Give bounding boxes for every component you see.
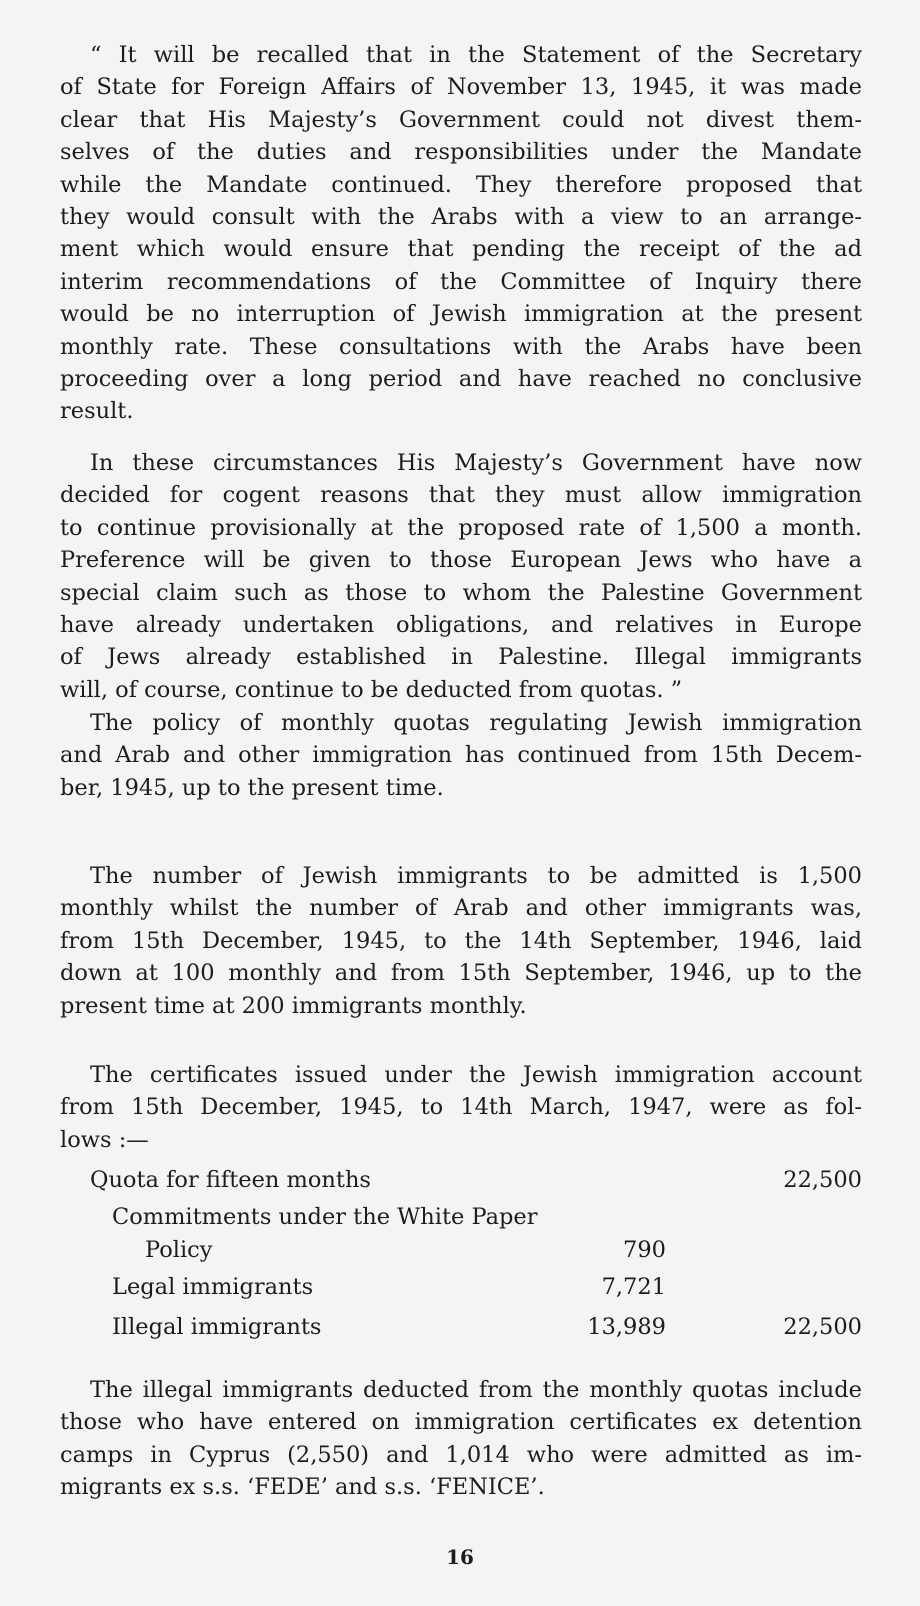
text-line: The illegal immigrants deducted from the monthly quotas include [90, 1377, 862, 1403]
row-label: Policy [145, 1237, 213, 1263]
paragraph-illegal-immigrants [60, 1374, 862, 1504]
text-line: of Jews already established in Palestine. Illegal immigrants [60, 644, 862, 671]
row-label: Illegal immigrants [112, 1314, 322, 1340]
row-value: 7,721 [601, 1274, 666, 1300]
text-line: clear that His Majesty’s Government could not divest them- [60, 106, 862, 133]
text-line: lows :— [60, 1126, 149, 1153]
text-line: The policy of monthly quotas regulating Jewish immigration [90, 710, 862, 736]
text-line: proceeding over a long period and have reached no conclusive [60, 365, 862, 392]
text-line: selves of the duties and responsibilities under the Mandate [60, 139, 862, 166]
row-value: 13,989 [587, 1314, 666, 1340]
text-line: decided for cogent reasons that they must allow immigration [60, 482, 862, 509]
text-line: will, of course, continue to be deducted from quotas. ” [60, 676, 683, 703]
text-line: those who have entered on immigration certificates ex detention [60, 1409, 862, 1436]
paragraph-quoted-statement [60, 39, 862, 428]
text-line: down at 100 monthly and from 15th September, 1946, up to the [60, 960, 862, 987]
text-line: interim recommendations of the Committee of Inquiry there [60, 268, 862, 295]
table-row [60, 1163, 862, 1197]
row-label: Quota for fifteen months [90, 1167, 371, 1193]
row-label: Legal immigrants [112, 1274, 314, 1300]
text-line: while the Mandate continued. They therefore proposed that [60, 171, 862, 198]
text-line: to continue provisionally at the proposed rate of 1,500 a month. [60, 514, 862, 541]
paragraph-certificates [60, 1059, 862, 1156]
text-line: result. [60, 398, 134, 425]
text-line: camps in Cyprus (2,550) and 1,014 who were admitted as im- [60, 1441, 862, 1468]
text-line: monthly rate. These consultations with the Arabs have been [60, 333, 862, 360]
text-line: The number of Jewish immigrants to be admitted is 1,500 [90, 863, 862, 889]
paragraph-number-admitted [60, 860, 862, 1022]
text-line: monthly whilst the number of Arab and other immigrants was, [60, 895, 862, 922]
table-row [60, 1270, 862, 1304]
text-line: Preference will be given to those European Jews who have a [60, 547, 862, 574]
text-line: present time at 200 immigrants monthly. [60, 992, 527, 1019]
text-line: special claim such as those to whom the Palestine Government [60, 579, 862, 606]
text-line: from 15th December, 1945, to 14th March, 1947, were as fol- [60, 1094, 862, 1121]
text-line: migrants ex s.s. ‘FEDE’ and s.s. ‘FENICE’. [60, 1474, 545, 1501]
text-line: have already undertaken obligations, and relatives in Europe [60, 611, 862, 638]
text-line: they would consult with the Arabs with a view to an arrange- [60, 203, 862, 230]
text-line: of State for Foreign Affairs of November 13, 1945, it was made [60, 74, 862, 101]
text-line: The certificates issued under the Jewish immigration account [90, 1062, 862, 1088]
text-line: “ It will be recalled that in the Statement of the Secretary [90, 42, 862, 68]
text-line: In these circumstances His Majesty’s Government have now [90, 450, 862, 476]
paragraph-circumstances [60, 447, 862, 706]
table-row [60, 1233, 862, 1267]
row-value: 790 [623, 1237, 666, 1263]
text-line: ber, 1945, up to the present time. [60, 774, 444, 801]
text-line: and Arab and other immigration has continued from 15th Decem- [60, 742, 862, 769]
text-line: from 15th December, 1945, to the 14th September, 1946, laid [60, 927, 862, 954]
page-number: 16 [446, 1545, 474, 1569]
paragraph-policy-quotas [60, 707, 862, 804]
row-total: 22,500 [783, 1314, 862, 1340]
row-label: Commitments under the White Paper [112, 1204, 538, 1230]
text-line: would be no interruption of Jewish immigration at the present [60, 301, 862, 328]
text-line: ment which would ensure that pending the receipt of the ad [60, 236, 862, 263]
table-row [60, 1310, 862, 1344]
table-row [60, 1200, 862, 1234]
row-total: 22,500 [783, 1167, 862, 1193]
